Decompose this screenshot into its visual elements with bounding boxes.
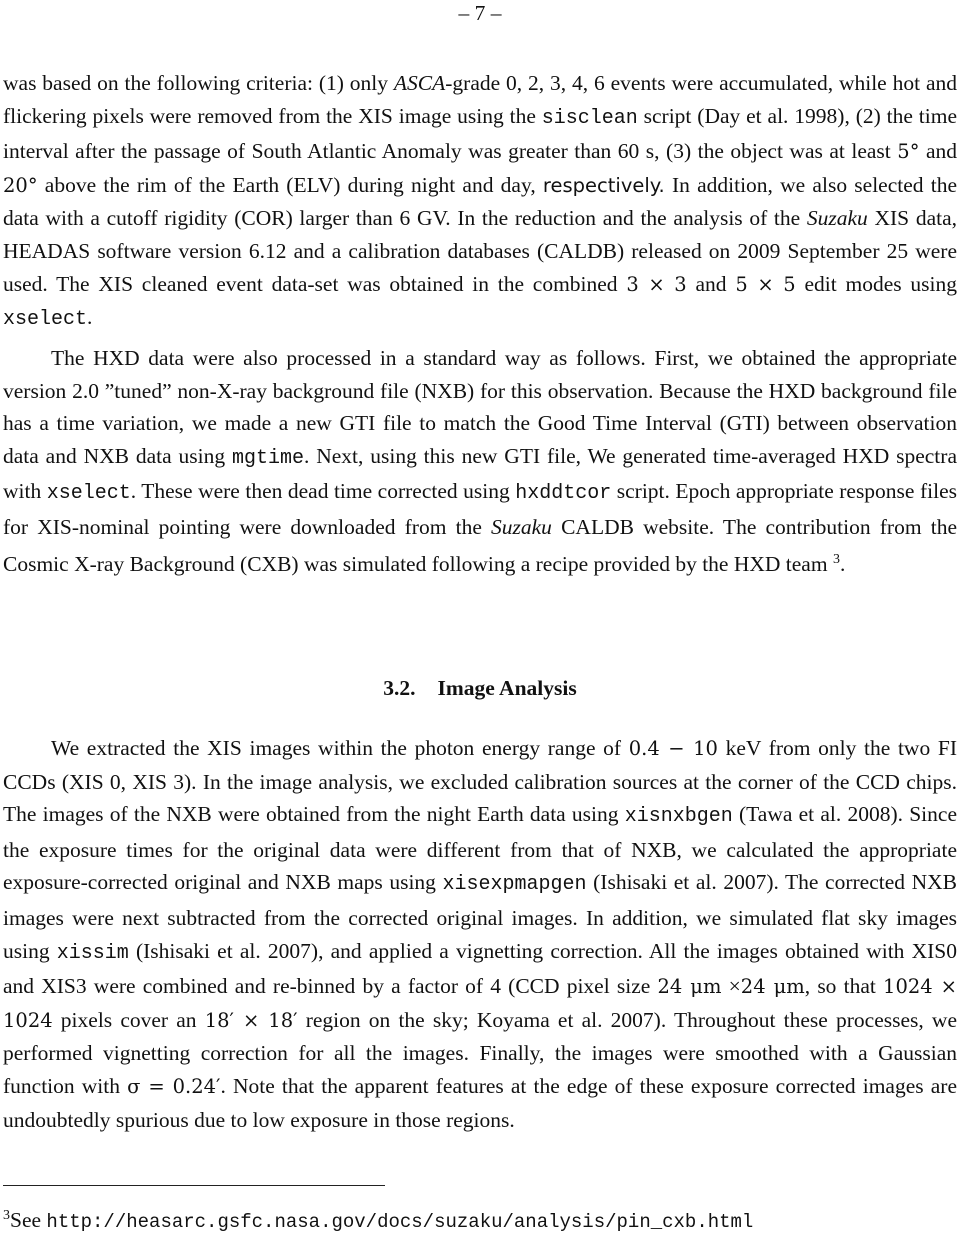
- code-term: xissim: [56, 941, 129, 965]
- text: The HXD data were also processed in a standard way as follows. First, we obtained the appropriate version 2.0 ”tuned” non-X-ray background file (NXB) for this observation. Because the HXD background file has a time variation, we made a new GTI file to match the Good Time Interval (GTI) between observation data and NXB data using: [3, 346, 957, 468]
- text: ×: [721, 974, 741, 999]
- math-expression: 5 × 5: [735, 272, 796, 296]
- mission-name: Suzaku: [491, 514, 552, 539]
- text: (Ishisaki et al. 2007), and applied a vignetting correction. All the images obtained with XIS0 and XIS3 were combined and re-binned by a factor of 4 (CCD pixel size: [3, 938, 957, 999]
- math-expression: 1024 × 1024: [3, 975, 957, 1032]
- code-term: xisnxbgen: [624, 805, 733, 829]
- text: XIS data, HEADAS software version 6.12 and a calibration databases (CALDB) released on 2009 September 25 were used. The XIS cleaned event data-set was obtained in the combined: [3, 206, 958, 296]
- text-respectively: respectively.: [542, 173, 665, 197]
- section-title: Image Analysis: [437, 676, 577, 700]
- section-heading: [0, 672, 960, 704]
- text: -grade 0, 2, 3, 4, 6 events were accumulated, while hot and flickering pixels were removed from the XIS image using the: [3, 71, 957, 128]
- code-term: mgtime: [231, 446, 304, 470]
- mission-name: Suzaku: [806, 206, 868, 231]
- footnote-ref[interactable]: 3: [832, 551, 840, 567]
- section-number: 3.2.: [383, 676, 416, 700]
- code-term: xselect: [46, 482, 131, 506]
- text: . Note that the apparent features at the edge of these exposure corrected images are undoubtedly spurious due to low exposure in those regions.: [3, 1073, 957, 1132]
- code-term: xisexpmapgen: [442, 873, 587, 897]
- text: script (Day et al. 1998), (2) the time interval after the passage of South Atlantic Anomaly was greater than 60 s, (3) the object was at least: [3, 103, 957, 164]
- text: script. Epoch appropriate response files for XIS-nominal pointing were downloaded from the: [3, 479, 957, 539]
- math-expression: 20°: [3, 173, 38, 197]
- mission-name: ASCA: [393, 71, 446, 95]
- page-number: – 7 –: [458, 1, 502, 25]
- text: CALDB website. The contribution from the Cosmic X-ray Background (CXB) was simulated following a recipe provided by the HXD team: [3, 514, 957, 576]
- text: edit modes using: [795, 271, 957, 296]
- math-expression: 24 μm: [657, 975, 722, 999]
- text: .: [839, 551, 846, 576]
- math-expression: 18′ × 18′: [204, 1008, 298, 1032]
- text: . These were then dead time corrected using: [130, 479, 516, 504]
- footnote-link[interactable]: http://heasarc.gsfc.nasa.gov/docs/suzaku/analysis/pin_cxb.html: [46, 1211, 754, 1234]
- math-expression: 0.4 − 10: [628, 737, 718, 760]
- text: pixels cover an: [52, 1007, 205, 1032]
- text: We extracted the XIS images within the photon energy range of: [51, 736, 629, 760]
- text: and: [919, 139, 957, 164]
- text: was based on the following criteria: (1) only: [3, 71, 394, 95]
- footnote-divider: [3, 1185, 385, 1186]
- text: (Ishisaki et al. 2007). The corrected NXB images were next subtracted from the corrected original images. In addition, we simulated flat sky images using: [3, 870, 957, 963]
- math-expression: 24 μm: [740, 975, 805, 999]
- text: keV from only the two FI CCDs (XIS 0, XIS 3). In the image analysis, we excluded calibration sources at the corner of the CCD chips. The images of the NXB were obtained from the night Earth data using: [3, 736, 957, 827]
- math-expression: 3 × 3: [626, 272, 687, 296]
- text: (Tawa et al. 2008). Since the exposure times for the original data were different from that of NXB, we calculated the appropriate exposure-corrected original and NXB maps using: [3, 802, 957, 895]
- paragraph-image-analysis: [3, 732, 957, 1136]
- code-term: xselect: [3, 308, 88, 332]
- text: . Next, using this new GTI file, We generated time-averaged HXD spectra with: [3, 443, 957, 504]
- footnote: [3, 1203, 957, 1235]
- math-expression: σ = 0.24′: [127, 1074, 221, 1098]
- footnote-text: See: [10, 1208, 47, 1233]
- code-term: hxddtcor: [515, 482, 612, 506]
- paragraph-xis-criteria: [3, 67, 957, 337]
- text: above the rim of the Earth (ELV) during night and day,: [37, 172, 543, 197]
- text: In addition, we also selected the data with a cutoff rigidity (COR) larger than 6 GV. In the reduction and the analysis of the: [3, 172, 958, 231]
- text: .: [87, 305, 93, 330]
- footnote-mark: 3: [3, 1208, 10, 1223]
- math-expression: 5°: [897, 140, 920, 164]
- text: , so that: [804, 974, 884, 999]
- text: and: [686, 271, 736, 296]
- paragraph-hxd-processing: [3, 342, 957, 580]
- code-term: sisclean: [541, 106, 638, 130]
- text: region on the sky; Koyama et al. 2007). Throughout these processes, we performed vignetting correction for all the images. Finally, the images were smoothed with a Gaussian function with: [3, 1007, 957, 1098]
